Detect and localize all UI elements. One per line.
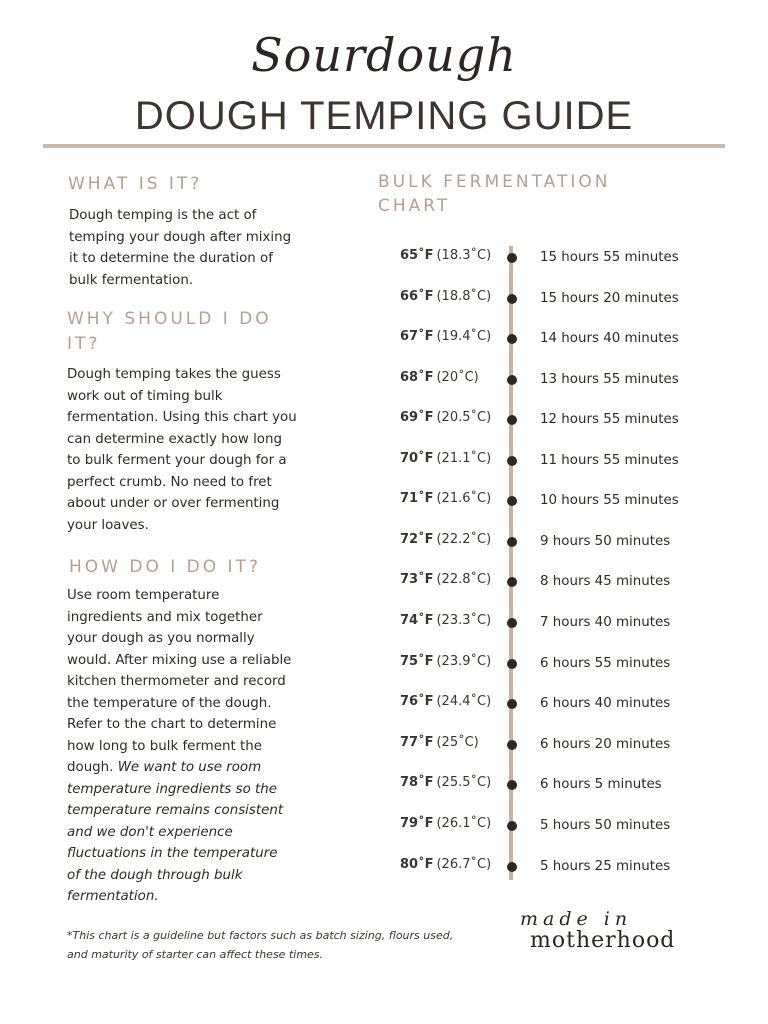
how-plain-span: dough. (67, 760, 114, 775)
footnote (67, 926, 487, 964)
how-text (67, 585, 291, 908)
temperature-label (400, 329, 491, 344)
duration-label: 6 hours 55 minutes (540, 656, 671, 671)
timeline-dot (507, 780, 517, 790)
timeline-dot (507, 659, 517, 669)
how-heading: HOW DO I DO IT? (69, 557, 261, 577)
chart-row (380, 694, 720, 718)
chart-row (380, 248, 720, 272)
timeline-dot (507, 821, 517, 831)
duration-label: 15 hours 55 minutes (540, 250, 679, 265)
duration-label: 8 hours 45 minutes (540, 574, 671, 589)
celsius-value: (18.3˚C) (436, 248, 492, 263)
what-line: temping your dough after mixing (69, 229, 292, 245)
how-line: would. After mixing use a reliable (67, 652, 292, 668)
fahrenheit-value: 77˚F (400, 735, 434, 750)
celsius-value: (24.4˚C) (436, 694, 492, 709)
duration-label: 10 hours 55 minutes (540, 493, 679, 508)
timeline-dot (507, 862, 517, 872)
fahrenheit-value: 74˚F (400, 613, 434, 628)
duration-label: 15 hours 20 minutes (540, 291, 679, 306)
title-divider (43, 144, 725, 148)
temperature-label (400, 289, 491, 304)
celsius-value: (23.3˚C) (436, 613, 492, 628)
timeline-dot (507, 537, 517, 547)
why-line: about under or over fermenting (67, 496, 280, 511)
timeline-dot (507, 253, 517, 263)
temperature-label (400, 613, 491, 628)
chart-row (380, 451, 720, 475)
why-line: Dough temping takes the guess (67, 367, 281, 382)
chart-row (380, 654, 720, 678)
how-italic-line: fluctuations in the temperature (67, 846, 278, 861)
why-heading-line: IT? (67, 334, 101, 354)
logo-top-text: made in (520, 908, 633, 930)
celsius-value: (20˚C) (436, 370, 479, 385)
duration-label: 13 hours 55 minutes (540, 372, 679, 387)
temperature-label (400, 857, 491, 872)
timeline-dot (507, 456, 517, 466)
temperature-label (400, 694, 491, 709)
celsius-value: (25.5˚C) (436, 775, 492, 790)
fahrenheit-value: 73˚F (400, 572, 434, 587)
fahrenheit-value: 80˚F (400, 857, 434, 872)
duration-label: 11 hours 55 minutes (540, 453, 679, 468)
celsius-value: (19.4˚C) (436, 329, 492, 344)
timeline-dot (507, 375, 517, 385)
chart-row (380, 370, 720, 394)
why-text (67, 364, 297, 536)
chart-row (380, 735, 720, 759)
celsius-value: (25˚C) (436, 735, 479, 750)
chart-row (380, 289, 720, 313)
chart-row (380, 491, 720, 515)
chart-row (380, 857, 720, 881)
fahrenheit-value: 75˚F (400, 654, 434, 669)
celsius-value: (23.9˚C) (436, 654, 492, 669)
how-mixed-line (67, 757, 291, 779)
duration-label: 5 hours 50 minutes (540, 818, 671, 833)
brand-logo (518, 908, 698, 958)
fahrenheit-value: 68˚F (400, 370, 434, 385)
temperature-label (400, 491, 491, 506)
fahrenheit-value: 78˚F (400, 775, 434, 790)
duration-label: 14 hours 40 minutes (540, 331, 679, 346)
fahrenheit-value: 65˚F (400, 248, 434, 263)
celsius-value: (21.1˚C) (436, 451, 492, 466)
what-line: it to determine the duration of (69, 251, 273, 266)
fahrenheit-value: 69˚F (400, 410, 434, 425)
why-line: work out of timing bulk (67, 388, 223, 404)
chart-heading (378, 170, 678, 218)
fahrenheit-value: 71˚F (400, 491, 434, 506)
chart-row (380, 572, 720, 596)
chart-heading-line: CHART (378, 196, 451, 216)
celsius-value: (22.2˚C) (436, 532, 492, 547)
why-line: can determine exactly how long (67, 431, 282, 447)
temperature-label (400, 532, 491, 547)
temperature-label (400, 775, 491, 790)
page-title: DOUGH TEMPING GUIDE (134, 94, 634, 138)
temperature-label (400, 370, 479, 385)
how-line: Refer to the chart to determine (67, 717, 277, 732)
fahrenheit-value: 67˚F (400, 329, 434, 344)
how-italic-line: of the dough through bulk (67, 867, 243, 883)
how-line: how long to bulk ferment the (67, 738, 262, 754)
chart-row (380, 410, 720, 434)
how-line: your dough as you normally (67, 631, 255, 646)
how-line: ingredients and mix together (67, 609, 263, 625)
timeline-dot (507, 415, 517, 425)
why-heading-line: WHY SHOULD I DO (67, 309, 272, 329)
duration-label: 6 hours 5 minutes (540, 777, 662, 792)
timeline-dot (507, 334, 517, 344)
celsius-value: (21.6˚C) (436, 491, 492, 506)
celsius-value: (26.7˚C) (436, 857, 492, 872)
temperature-label (400, 248, 491, 263)
why-line: your loaves. (67, 517, 149, 533)
fahrenheit-value: 70˚F (400, 451, 434, 466)
what-line: Dough temping is the act of (69, 208, 257, 223)
chart-row (380, 329, 720, 353)
what-text (69, 205, 291, 291)
what-line: bulk fermentation. (69, 272, 194, 288)
chart-row (380, 775, 720, 799)
how-italic-line: and we don't experience (67, 824, 233, 840)
logo-bottom-text: motherhood (530, 928, 676, 953)
temperature-label (400, 451, 491, 466)
footnote-line: and maturity of starter can affect these times. (67, 948, 324, 961)
duration-label: 9 hours 50 minutes (540, 534, 671, 549)
duration-label: 7 hours 40 minutes (540, 615, 671, 630)
why-line: perfect crumb. No need to fret (67, 474, 272, 490)
how-italic-line: temperature remains consistent (67, 803, 284, 818)
temperature-label (400, 410, 491, 425)
temperature-label (400, 816, 491, 831)
how-italic-line: fermentation. (67, 889, 159, 904)
temperature-label (400, 654, 491, 669)
timeline-dot (507, 294, 517, 304)
timeline-dot (507, 496, 517, 506)
celsius-value: (20.5˚C) (436, 410, 492, 425)
temperature-label (400, 735, 479, 750)
why-heading (67, 307, 272, 357)
duration-label: 6 hours 20 minutes (540, 737, 671, 752)
chart-heading-line: BULK FERMENTATION (378, 172, 611, 192)
timeline-dot (507, 740, 517, 750)
why-line: to bulk ferment your dough for a (67, 453, 287, 468)
duration-label: 5 hours 25 minutes (540, 859, 671, 874)
celsius-value: (22.8˚C) (436, 572, 492, 587)
temperature-label (400, 572, 491, 587)
fahrenheit-value: 66˚F (400, 289, 434, 304)
script-title: Sourdough (251, 28, 517, 82)
how-line: the temperature of the dough. (67, 695, 272, 711)
duration-label: 12 hours 55 minutes (540, 412, 679, 427)
chart-row (380, 532, 720, 556)
what-heading: WHAT IS IT? (68, 174, 203, 194)
how-italic-line: temperature ingredients so the (67, 781, 278, 797)
why-line: fermentation. Using this chart you (67, 410, 297, 425)
celsius-value: (18.8˚C) (436, 289, 492, 304)
chart-row (380, 816, 720, 840)
timeline-dot (507, 618, 517, 628)
celsius-value: (26.1˚C) (436, 816, 492, 831)
footnote-line: *This chart is a guideline but factors such as batch sizing, flours used, (67, 929, 454, 942)
fahrenheit-value: 76˚F (400, 694, 434, 709)
how-line: Use room temperature (67, 588, 220, 603)
fahrenheit-value: 72˚F (400, 532, 434, 547)
duration-label: 6 hours 40 minutes (540, 696, 671, 711)
timeline-dot (507, 577, 517, 587)
timeline-dot (507, 699, 517, 709)
fahrenheit-value: 79˚F (400, 816, 434, 831)
how-line: kitchen thermometer and record (67, 674, 286, 689)
chart-row (380, 613, 720, 637)
how-italic-span: We want to use room (113, 760, 262, 775)
